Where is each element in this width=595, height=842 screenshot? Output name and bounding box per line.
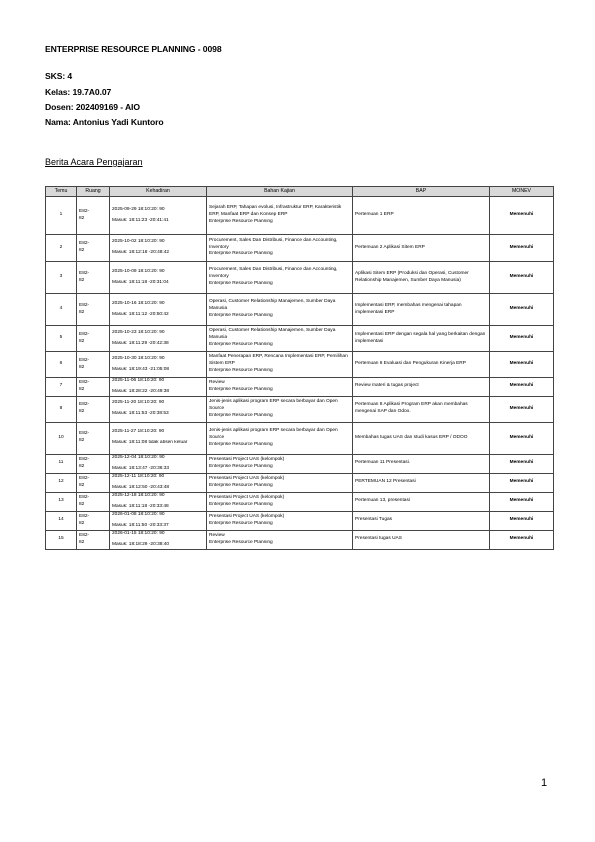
cell-temu: 7 (46, 378, 77, 397)
attendance-time: Masuk: 18:28:22 -20:49:38 (112, 388, 170, 394)
kajian-topic: Presentasi Project UAS (kelompok) (209, 513, 285, 519)
cell-monev: Memenuhi (490, 378, 554, 397)
cell-bahan-kajian (207, 352, 353, 378)
attendance-time: Masuk: 18:19:43 -21:05:08 (112, 366, 170, 372)
cell-kehadiran (110, 530, 207, 549)
cell-ruang: E82- 82 (77, 262, 110, 294)
cell-bahan-kajian (207, 422, 353, 454)
attendance-date: 2026-01-15 18:10:20: 90 (112, 530, 165, 536)
cell-bap: Pertemuan 2 Aplikasi Sitem ERP (353, 235, 490, 262)
cell-temu: 14 (46, 511, 77, 530)
cell-monev: Memenuhi (490, 422, 554, 454)
cell-bahan-kajian (207, 294, 353, 326)
attendance-date: 2025-10-23 18:10:20: 90 (112, 329, 165, 335)
cell-ruang: E82- 82 (77, 197, 110, 235)
page-number: 1 (541, 777, 548, 789)
table-header-row (46, 187, 554, 197)
cell-bahan-kajian (207, 454, 353, 473)
kajian-subject: Enterprise Resource Planning (209, 520, 273, 526)
kajian-subject: Enterprise Resource Planning (209, 463, 273, 469)
course-title: ENTERPRISE RESOURCE PLANNING - 0098 (45, 44, 222, 54)
cell-temu: 8 (46, 396, 77, 422)
table-row (46, 454, 554, 473)
attendance-date: 2025-10-02 18:10:20: 90 (112, 239, 165, 245)
sks-line: SKS: 4 (45, 71, 73, 81)
bap-table (45, 186, 554, 550)
cell-bahan-kajian (207, 530, 353, 549)
cell-kehadiran (110, 326, 207, 352)
cell-monev: Memenuhi (490, 326, 554, 352)
cell-ruang: E82- 82 (77, 473, 110, 492)
cell-ruang: E82- 82 (77, 422, 110, 454)
cell-monev: Memenuhi (490, 262, 554, 294)
table-row (46, 422, 554, 454)
kajian-topic: Procurement, Sales Dan Distribusi, Finance dan Accounting, Inventory (209, 267, 338, 280)
attendance-time: Masuk: 18:11:18 -20:33:48 (112, 503, 169, 509)
cell-temu: 3 (46, 262, 77, 294)
attendance-date: 2025-10-30 18:10:20: 90 (112, 355, 165, 361)
cell-temu: 5 (46, 326, 77, 352)
attendance-time: Masuk: 18:11:53 -20:38:53 (112, 411, 169, 417)
kajian-topic: Procurement, Sales Dan Distribusi, Finance dan Accounting, Inventory (209, 237, 338, 250)
attendance-date: 2025-11-06 18:10:20: 90 (112, 378, 165, 383)
cell-bap: Implementasi ERP, membahas mengenai tahapan implementasi ERP (353, 294, 490, 326)
kajian-topic: Presentasi Project UAS (kelompok) (209, 475, 285, 481)
kajian-subject: Enterprise Resource Planning (209, 367, 273, 373)
cell-kehadiran (110, 511, 207, 530)
cell-ruang: E82- 82 (77, 454, 110, 473)
attendance-date: 2025-11-27 18:10:20: 90 (112, 429, 165, 435)
kajian-topic: Presentasi Project UAS (kelompok) (209, 456, 285, 462)
cell-temu: 6 (46, 352, 77, 378)
attendance-time: Masuk: 18:11:12 -20:50:42 (112, 311, 169, 317)
cell-ruang: E82- 82 (77, 378, 110, 397)
table-body (46, 197, 554, 550)
cell-bap: Presentasi tugas UAS (353, 530, 490, 549)
cell-kehadiran (110, 396, 207, 422)
cell-kehadiran (110, 294, 207, 326)
kelas-line: Kelas: 19.7A0.07 (45, 87, 112, 97)
cell-temu: 1 (46, 197, 77, 235)
cell-bap: Pertemuan 11 Presentasi. (353, 454, 490, 473)
attendance-date: 2025-09-29 18:10:20: 90 (112, 206, 165, 212)
kajian-subject: Enterprise Resource Planning (209, 412, 273, 418)
cell-temu: 11 (46, 454, 77, 473)
attendance-time: Masuk: 18:11:50 -20:33:37 (112, 522, 169, 528)
kajian-subject: Enterprise Resource Planning (209, 482, 273, 488)
col-header-monev: MONEV (490, 187, 554, 197)
col-header-ruang: Ruang (77, 187, 110, 197)
cell-kehadiran (110, 422, 207, 454)
table-row (46, 530, 554, 549)
attendance-time: Masuk: 18:11:08 tidak absen keluar (112, 440, 188, 446)
attendance-date: 2025-10-09 18:10:20: 90 (112, 268, 165, 274)
cell-bap: Presentasi Tugas (353, 511, 490, 530)
attendance-date: 2025-10-16 18:10:20: 90 (112, 300, 165, 306)
cell-ruang: E82- 82 (77, 396, 110, 422)
dosen-line: Dosen: 202409169 - AIO (45, 102, 140, 112)
cell-temu: 2 (46, 235, 77, 262)
cell-bahan-kajian (207, 396, 353, 422)
cell-monev: Memenuhi (490, 396, 554, 422)
cell-ruang: E82- 82 (77, 492, 110, 511)
cell-bap: Review materi & tugas project (353, 378, 490, 397)
cell-monev: Memenuhi (490, 492, 554, 511)
attendance-date: 2025-12-04 18:10:20: 90 (112, 454, 165, 460)
cell-bahan-kajian (207, 197, 353, 235)
col-header-bahan-kajian: Bahan Kajian (207, 187, 353, 197)
cell-bap: Aplikasi Sitem ERP (Produksi dan Operasi, Customer Relationship Manajemen, Sumber Daya Manusia) (353, 262, 490, 294)
cell-temu: 4 (46, 294, 77, 326)
cell-bap: Membahas tugas UAS dan studi kasus ERP / ODOO (353, 422, 490, 454)
cell-bahan-kajian (207, 262, 353, 294)
cell-bahan-kajian (207, 492, 353, 511)
col-header-kehadiran: Kehadiran (110, 187, 207, 197)
cell-monev: Memenuhi (490, 197, 554, 235)
attendance-time: Masuk: 18:12:18 -20:48:42 (112, 250, 170, 255)
cell-bahan-kajian (207, 378, 353, 397)
cell-bap: Implementasi ERP dengan segala hal yang berkaitan dengan implementasi (353, 326, 490, 352)
nama-line: Nama: Antonius Yadi Kuntoro (45, 117, 164, 127)
kajian-topic: Operasi, Customer Relationship Manajemen, Sumber Daya Manusia (209, 328, 336, 341)
cell-bap: PERTEMUAN 12 Presentasi (353, 473, 490, 492)
cell-monev: Memenuhi (490, 511, 554, 530)
kajian-subject: Enterprise Resource Planning (209, 539, 273, 545)
kajian-subject: Enterprise Resource Planning (209, 280, 273, 286)
kajian-subject: Enterprise Resource Planning (209, 341, 273, 347)
cell-temu: 13 (46, 492, 77, 511)
cell-kehadiran (110, 473, 207, 492)
table-row (46, 511, 554, 530)
cell-monev: Memenuhi (490, 530, 554, 549)
kajian-topic: Review (209, 380, 225, 385)
cell-temu: 10 (46, 422, 77, 454)
cell-temu: 15 (46, 530, 77, 549)
kajian-topic: Jenis-jenis aplikasi program ERP secara berbayar dan Open Source (209, 398, 338, 411)
cell-kehadiran (110, 235, 207, 262)
cell-monev: Memenuhi (490, 473, 554, 492)
cell-bahan-kajian (207, 326, 353, 352)
kajian-subject: Enterprise Resource Planning (209, 312, 273, 318)
table-row (46, 235, 554, 262)
kajian-subject: Enterprise Resource Planning (209, 441, 273, 447)
cell-bahan-kajian (207, 473, 353, 492)
kajian-topic: Presentasi Project UAS (kelompok) (209, 494, 285, 500)
cell-kehadiran (110, 352, 207, 378)
cell-ruang: E82- 82 (77, 294, 110, 326)
attendance-time: Masuk: 18:18:29 -20:38:40 (112, 541, 170, 547)
table-row (46, 326, 554, 352)
cell-ruang: E82- 82 (77, 530, 110, 549)
kajian-subject: Enterprise Resource Planning (209, 251, 273, 257)
cell-monev: Memenuhi (490, 294, 554, 326)
cell-monev: Memenuhi (490, 454, 554, 473)
attendance-date: 2025-12-18 18:10:20: 90 (112, 492, 165, 498)
kajian-subject: Enterprise Resource Planning (209, 218, 273, 224)
kajian-topic: Review (209, 532, 225, 538)
kajian-subject: Enterprise Resource Planning (209, 501, 273, 507)
table-row (46, 396, 554, 422)
cell-ruang: E82- 82 (77, 511, 110, 530)
col-header-bap: BAP (353, 187, 490, 197)
table-row (46, 294, 554, 326)
table-row (46, 352, 554, 378)
cell-kehadiran (110, 197, 207, 235)
cell-ruang: E82- 82 (77, 235, 110, 262)
section-title: Berita Acara Pengajaran (45, 157, 143, 167)
table-row (46, 473, 554, 492)
table-row (46, 262, 554, 294)
cell-bap: Pertemuan 13, presentasi (353, 492, 490, 511)
cell-temu: 12 (46, 473, 77, 492)
cell-ruang: E82- 82 (77, 326, 110, 352)
table-row (46, 378, 554, 397)
attendance-time: Masuk: 18:11:23 -20:41:41 (112, 217, 169, 223)
cell-monev: Memenuhi (490, 352, 554, 378)
cell-kehadiran (110, 492, 207, 511)
kajian-topic: Sejarah ERP, Tahapan evolusi, Infrastruktur ERP, Karakteristik ERP, Manfaat ERP dan Konsep ERP (209, 205, 342, 218)
cell-bahan-kajian (207, 511, 353, 530)
attendance-date: 2025-12-11 18:10:20: 90 (112, 473, 165, 479)
cell-bap: Pertemuan 6 Evaluasi dan Pengukuran Kinerja ERP (353, 352, 490, 378)
cell-bahan-kajian (207, 235, 353, 262)
table-row (46, 197, 554, 235)
cell-kehadiran (110, 378, 207, 397)
cell-kehadiran (110, 454, 207, 473)
cell-bap: Pertemuan 8 Aplikasi Program ERP akan membahas mengenai SAP dan Odoo. (353, 396, 490, 422)
attendance-date: 2025-11-20 18:10:20: 90 (112, 400, 165, 406)
attendance-time: Masuk: 18:11:29 -20:42:38 (112, 340, 169, 346)
col-header-temu: Temu (46, 187, 77, 197)
cell-monev: Memenuhi (490, 235, 554, 262)
kajian-topic: Jenis-jenis aplikasi program ERP secara berbayar dan Open Source (209, 427, 338, 440)
cell-kehadiran (110, 262, 207, 294)
attendance-time: Masuk: 18:13:47 -20:36:33 (112, 465, 170, 471)
kajian-topic: Operasi, Customer Relationship Manajemen, Sumber Daya Manusia (209, 299, 336, 312)
attendance-time: Masuk: 18:11:18 -20:31:04 (112, 279, 169, 285)
cell-ruang: E82- 82 (77, 352, 110, 378)
kajian-topic: Manfaat Penerapan ERP, Rencana Implementasi ERP, Pemilihan Sistem ERP (209, 354, 348, 367)
kajian-subject: Enterprise Resource Planning (209, 386, 273, 392)
table-row (46, 492, 554, 511)
attendance-date: 2026-01-08 18:10:20: 90 (112, 511, 165, 517)
attendance-time: Masuk: 18:12:50 -20:43:48 (112, 484, 170, 490)
cell-bap: Pertemuan 1 ERP (353, 197, 490, 235)
